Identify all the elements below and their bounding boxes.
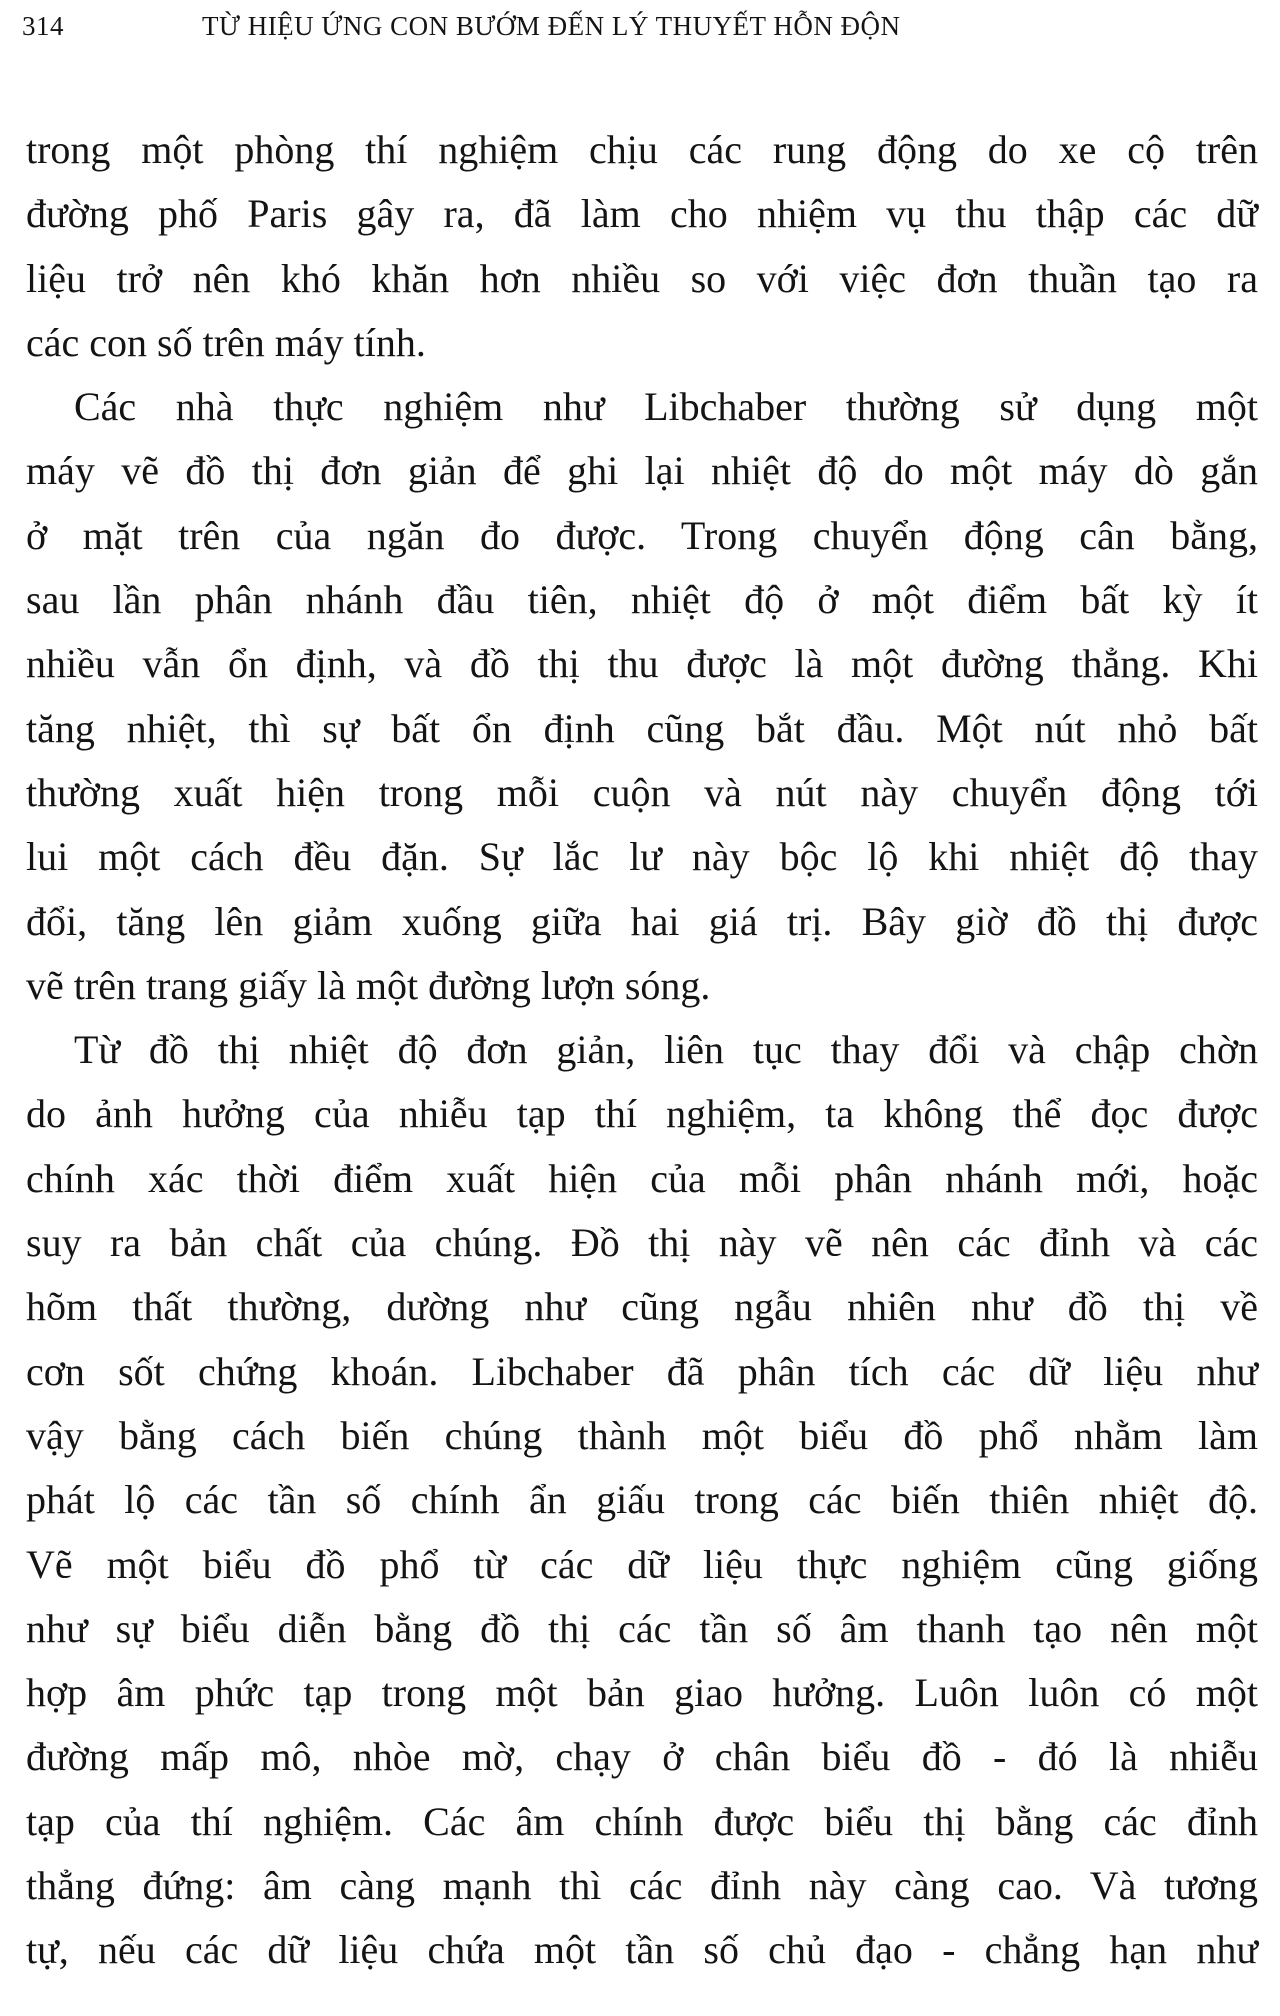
text-line: đường mấp mô, nhòe mờ, chạy ở chân biểu đồ - đó là nhiễu: [26, 1734, 1258, 1780]
text-line: phát lộ các tần số chính ẩn giấu trong các biến thiên nhiệt độ.: [26, 1477, 1258, 1523]
text-line: nhiều vẫn ổn định, và đồ thị thu được là một đường thẳng. Khi: [26, 641, 1258, 687]
text-line: Vẽ một biểu đồ phổ từ các dữ liệu thực nghiệm cũng giống: [26, 1541, 1258, 1587]
text-line: Các nhà thực nghiệm như Libchaber thường sử dụng một: [74, 384, 1258, 430]
text-line: vẽ trên trang giấy là một đường lượn sóng.: [26, 962, 711, 1008]
text-line: vậy bằng cách biến chúng thành một biểu đồ phổ nhằm làm: [26, 1412, 1258, 1458]
text-line: các con số trên máy tính.: [26, 319, 426, 365]
text-line: hợp âm phức tạp trong một bản giao hưởng. Luôn luôn có một: [26, 1670, 1258, 1716]
text-line: tăng nhiệt, thì sự bất ổn định cũng bắt đầu. Một nút nhỏ bất: [26, 705, 1258, 751]
page-number: 314: [22, 11, 64, 41]
paragraph: [26, 118, 1258, 375]
text-line: do ảnh hưởng của nhiễu tạp thí nghiệm, ta không thể đọc được: [26, 1091, 1258, 1137]
text-line: đổi, tăng lên giảm xuống giữa hai giá trị. Bây giờ đồ thị được: [26, 898, 1258, 944]
text-line: tạp của thí nghiệm. Các âm chính được biểu thị bằng các đỉnh: [26, 1798, 1258, 1844]
text-line: ở mặt trên của ngăn đo được. Trong chuyển động cân bằng,: [26, 512, 1258, 558]
paragraph: [26, 375, 1258, 1018]
text-line: cơn sốt chứng khoán. Libchaber đã phân tích các dữ liệu như: [26, 1348, 1258, 1394]
text-line: như sự biểu diễn bằng đồ thị các tần số âm thanh tạo nên một: [26, 1605, 1258, 1651]
paragraph: [26, 1018, 1258, 1982]
text-line: chính xác thời điểm xuất hiện của mỗi phân nhánh mới, hoặc: [26, 1155, 1258, 1201]
text-line: tự, nếu các dữ liệu chứa một tần số chủ đạo - chẳng hạn như: [26, 1927, 1258, 1973]
body-text: [26, 118, 1258, 1983]
text-line: lui một cách đều đặn. Sự lắc lư này bộc lộ khi nhiệt độ thay: [26, 834, 1258, 880]
text-line: trong một phòng thí nghiệm chịu các rung động do xe cộ trên: [26, 127, 1258, 172]
text-line: sau lần phân nhánh đầu tiên, nhiệt độ ở một điểm bất kỳ ít: [26, 577, 1258, 623]
text-line: Từ đồ thị nhiệt độ đơn giản, liên tục thay đổi và chập chờn: [74, 1027, 1258, 1073]
text-line: máy vẽ đồ thị đơn giản để ghi lại nhiệt độ do một máy dò gắn: [26, 448, 1258, 494]
text-line: liệu trở nên khó khăn hơn nhiều so với việc đơn thuần tạo ra: [26, 255, 1258, 301]
text-line: thường xuất hiện trong mỗi cuộn và nút này chuyển động tới: [26, 769, 1258, 815]
text-line: đường phố Paris gây ra, đã làm cho nhiệm vụ thu thập các dữ: [26, 191, 1258, 237]
text-line: thẳng đứng: âm càng mạnh thì các đỉnh này càng cao. Và tương: [26, 1863, 1258, 1909]
text-line: hõm thất thường, dường như cũng ngẫu nhiên như đồ thị về: [26, 1284, 1258, 1330]
chapter-running-title: TỪ HIỆU ỨNG CON BƯỚM ĐẾN LÝ THUYẾT HỖN ĐỘN: [202, 11, 901, 41]
running-head: [22, 4, 1262, 48]
text-line: suy ra bản chất của chúng. Đồ thị này vẽ nên các đỉnh và các: [26, 1220, 1258, 1266]
